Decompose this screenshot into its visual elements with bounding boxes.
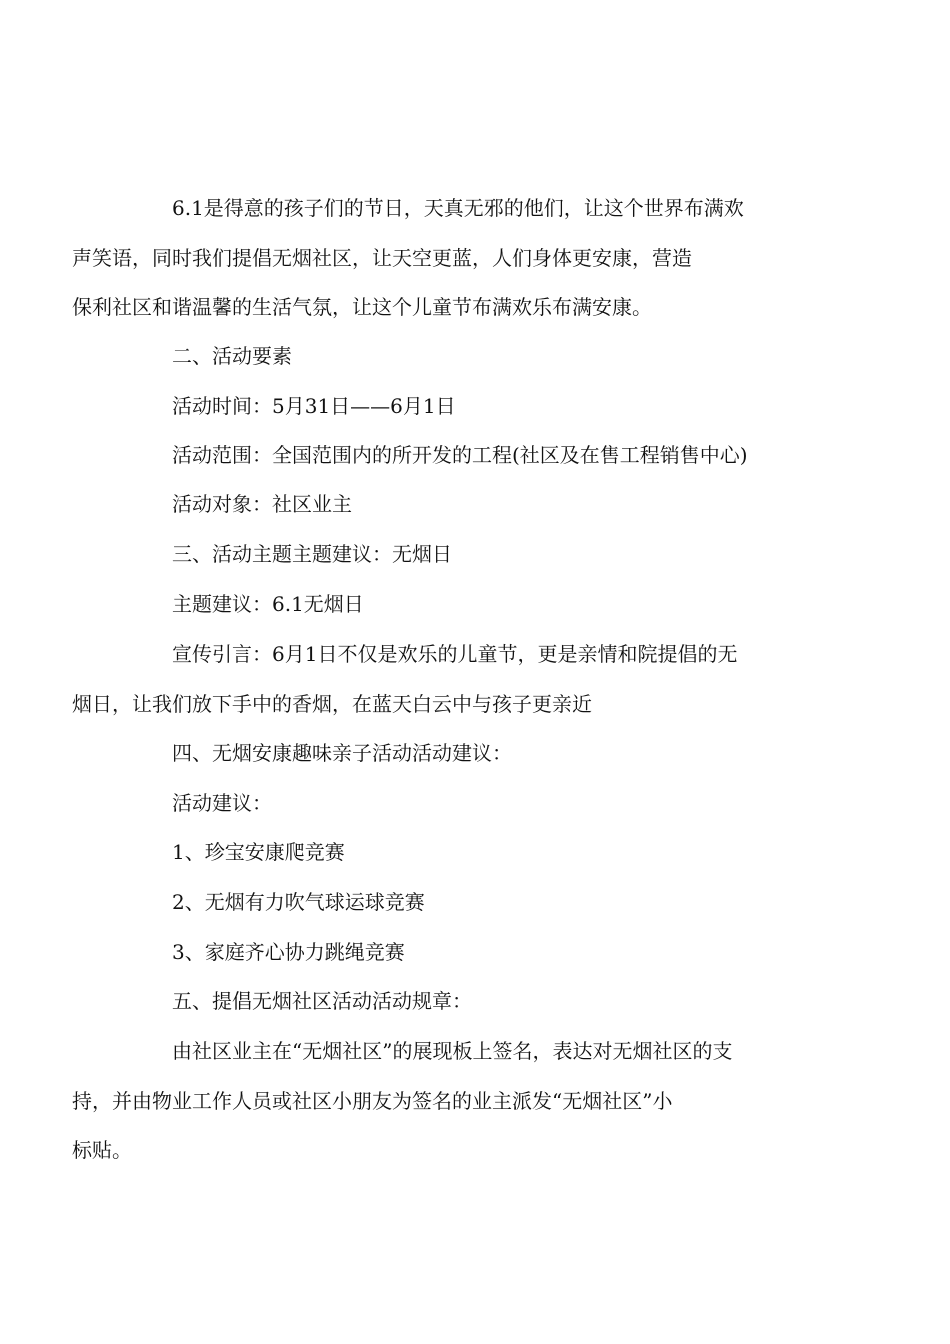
activity-time: 活动时间：5月31日——6月1日 bbox=[172, 394, 456, 418]
section2-heading: 二、活动要素 bbox=[172, 344, 292, 368]
rules-line-1: 由社区业主在“无烟社区”的展现板上签名，表达对无烟社区的支 bbox=[172, 1039, 733, 1063]
rules-paragraph bbox=[72, 1039, 837, 1162]
rules-line-3: 标贴。 bbox=[72, 1138, 132, 1162]
intro-line-1: 6.1是得意的孩子们的节日，天真无邪的他们，让这个世界布满欢 bbox=[172, 196, 744, 220]
activity-suggestion-label: 活动建议： bbox=[172, 791, 272, 815]
activity-scope: 活动范围：全国范围内的所开发的工程(社区及在售工程销售中心) bbox=[172, 443, 748, 467]
section5-heading: 五、提倡无烟社区活动活动规章： bbox=[172, 989, 472, 1013]
theme-suggestion: 主题建议：6.1无烟日 bbox=[172, 592, 364, 616]
intro-paragraph bbox=[72, 196, 837, 319]
rules-line-2: 持，并由物业工作人员或社区小朋友为签名的业主派发“无烟社区”小 bbox=[72, 1089, 673, 1113]
section4-heading: 四、无烟安康趣味亲子活动活动建议： bbox=[172, 741, 512, 765]
slogan-line-2: 烟日，让我们放下手中的香烟，在蓝天白云中与孩子更亲近 bbox=[72, 692, 592, 716]
activity-target: 活动对象：社区业主 bbox=[172, 492, 352, 516]
slogan-line-1: 宣传引言：6月1日不仅是欢乐的儿童节，更是亲情和院提倡的无 bbox=[172, 642, 738, 666]
section3-heading: 三、活动主题主题建议：无烟日 bbox=[172, 542, 452, 566]
slogan-paragraph bbox=[72, 642, 837, 716]
list-item: 1、珍宝安康爬竞赛 bbox=[172, 840, 345, 864]
list-item: 3、家庭齐心协力跳绳竞赛 bbox=[172, 940, 405, 964]
list-item: 2、无烟有力吹气球运球竞赛 bbox=[172, 890, 425, 914]
intro-line-3: 保利社区和谐温馨的生活气氛，让这个儿童节布满欢乐布满安康。 bbox=[72, 295, 652, 319]
intro-line-2: 声笑语，同时我们提倡无烟社区，让天空更蓝，人们身体更安康，营造 bbox=[72, 246, 692, 270]
